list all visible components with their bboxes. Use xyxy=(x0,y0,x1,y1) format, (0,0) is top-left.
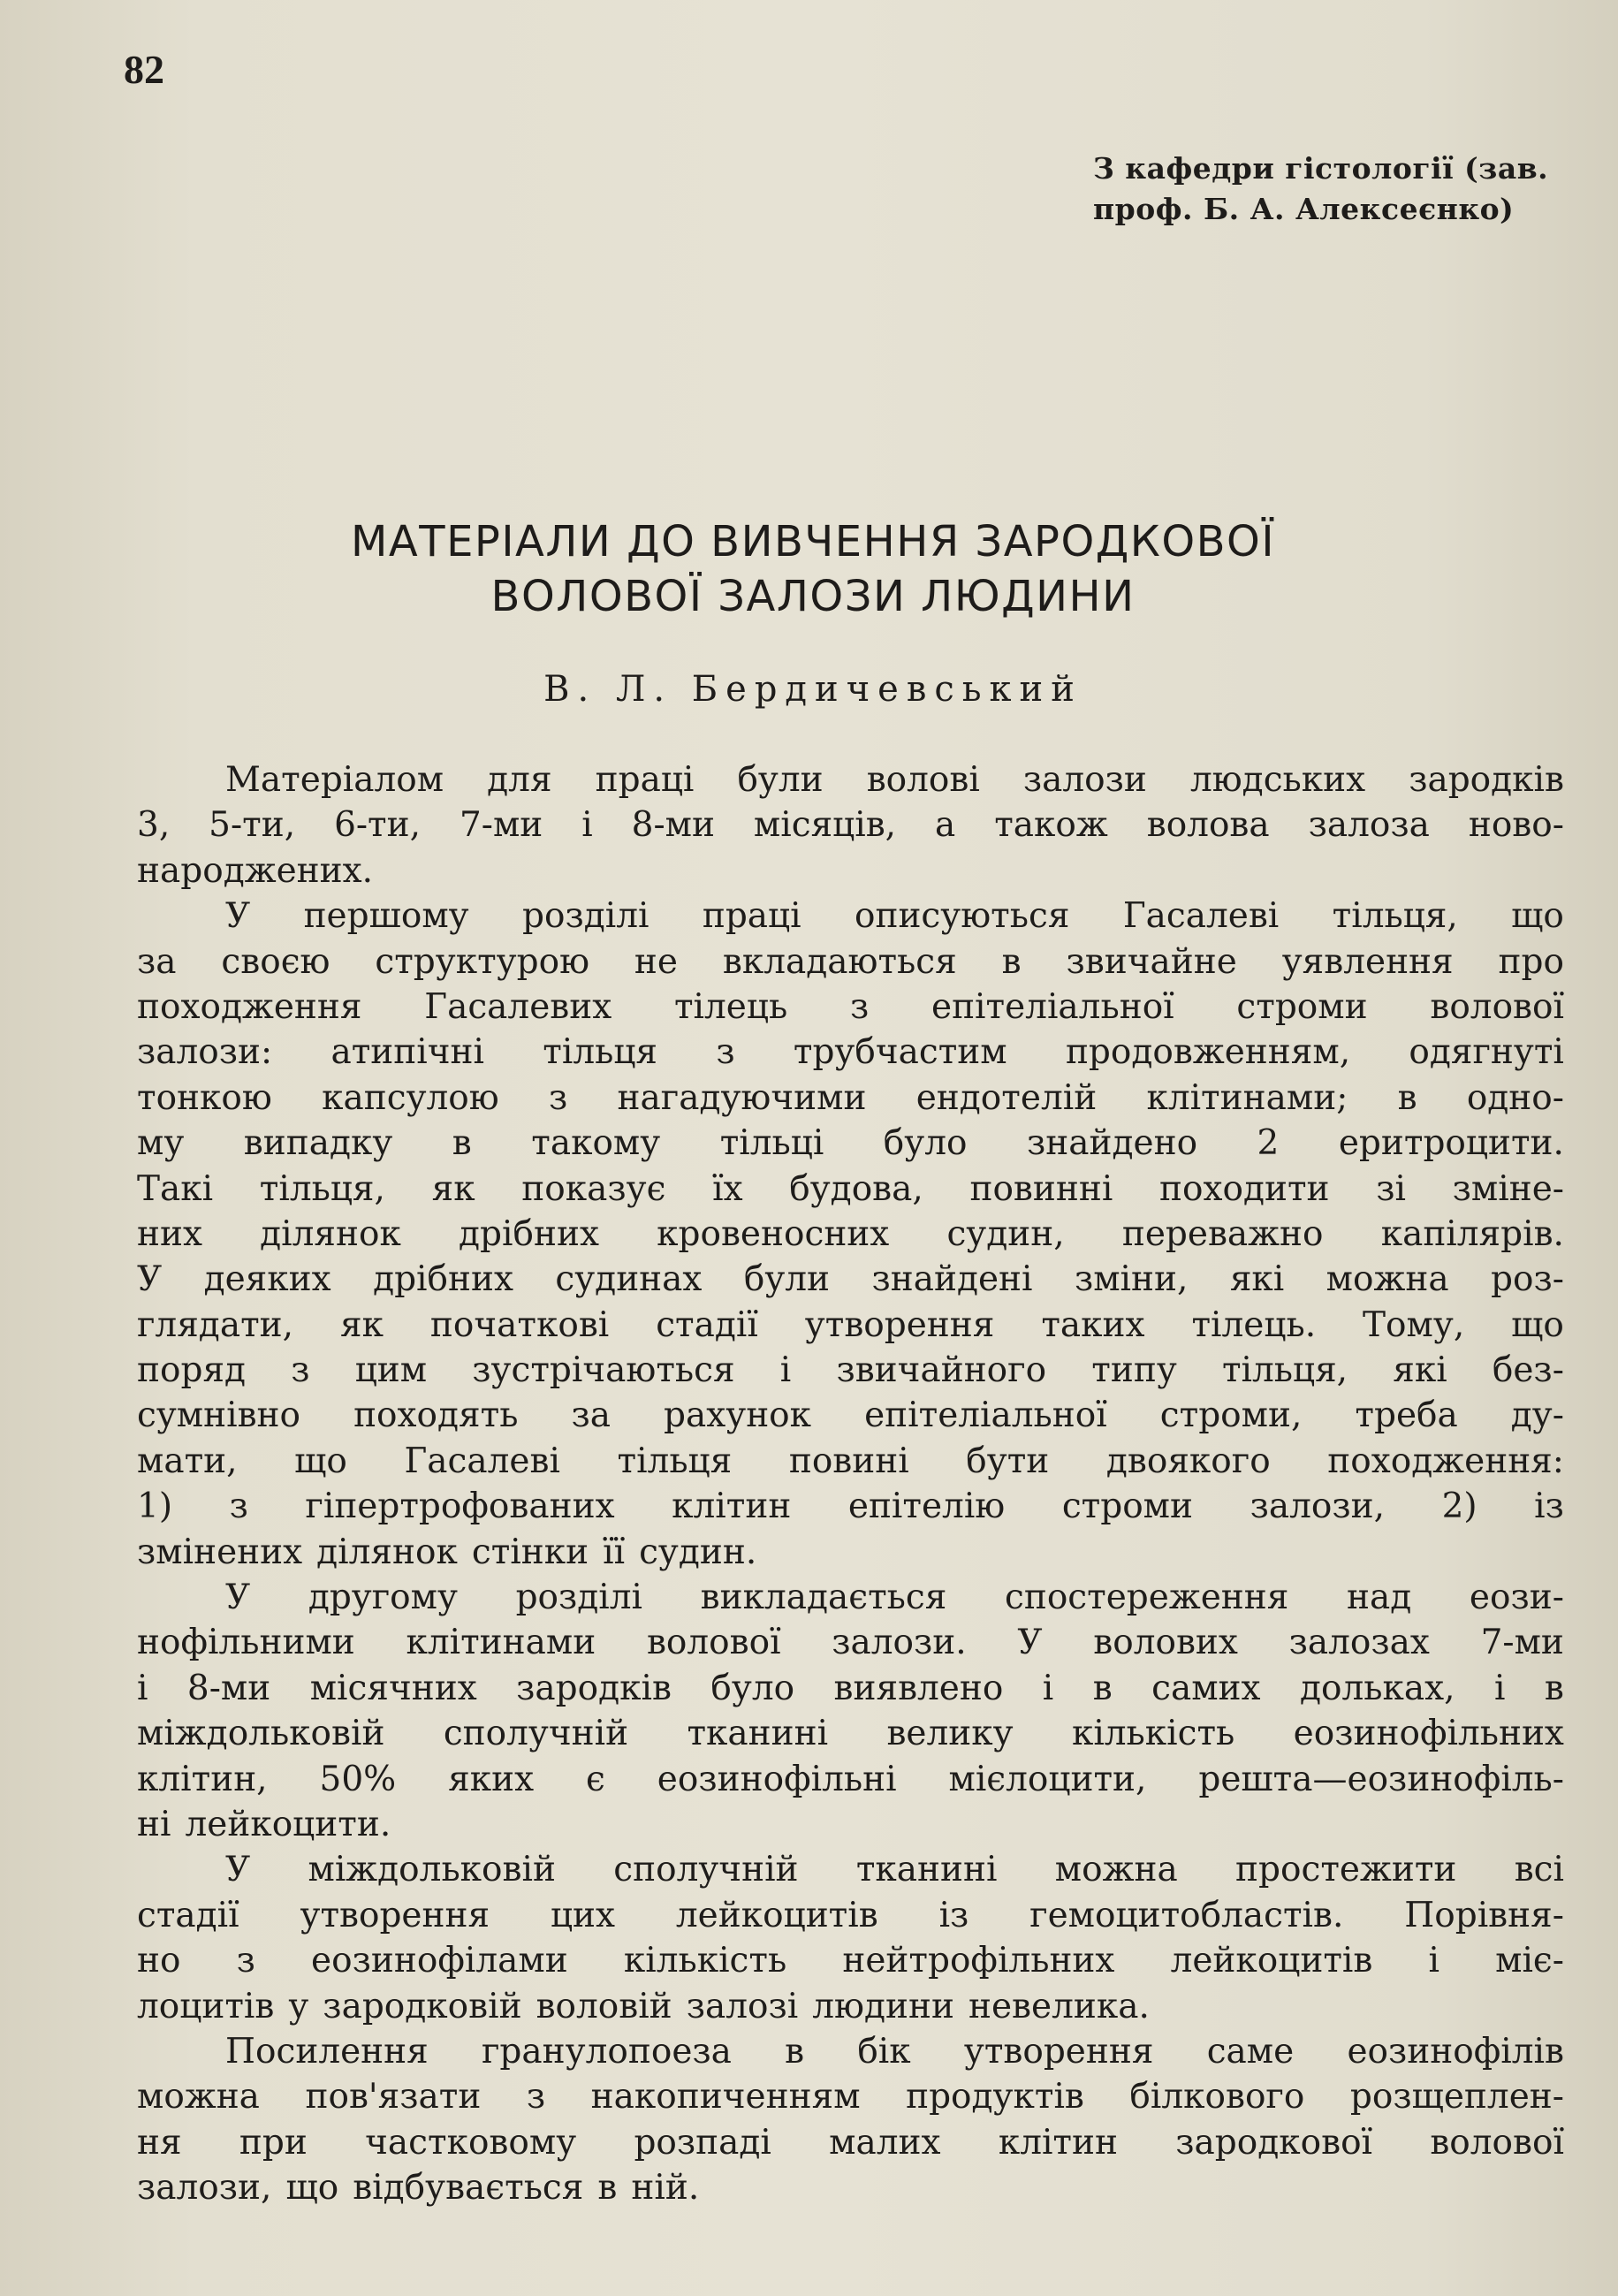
body-line: сумнівно походять за рахунок епітеліальної строми, треба ду- xyxy=(137,1395,1564,1436)
body-line: 3, 5-ти, 6-ти, 7-ми і 8-ми місяців, а також волова залоза ново- xyxy=(137,805,1564,846)
body-line: ні лейкоцити. xyxy=(137,1804,391,1844)
author-name: В. Л. Бердичевський xyxy=(543,669,1082,710)
body-line: тонкою капсулою з нагадуючими ендотелій клітинами; в одно- xyxy=(137,1077,1564,1118)
body-line: і 8-ми місячних зародків було виявлено і в самих дольках, і в xyxy=(137,1668,1564,1708)
body-line: У міждольковій сполучній тканині можна простежити всі xyxy=(225,1850,1564,1890)
title-line: МАТЕРІАЛИ ДО ВИВЧЕННЯ ЗАРОДКОВОЇ xyxy=(351,517,1275,566)
article-title xyxy=(177,514,1449,624)
body-line: мати, що Гасалеві тільця повині бути двоякого походження: xyxy=(137,1441,1564,1481)
body-line: за своєю структурою не вкладаються в звичайне уявлення про xyxy=(137,941,1564,982)
body-line: народжених. xyxy=(137,850,374,891)
body-line: міждольковій сполучній тканині велику кількість еозинофільних xyxy=(137,1714,1564,1754)
body-line: них ділянок дрібних кровеносних судин, переважно капілярів. xyxy=(137,1213,1564,1254)
body-line: 1) з гіпертрофованих клітин епітелію строми залози, 2) із xyxy=(137,1486,1564,1527)
affiliation-line: проф. Б. А. Алексеєнко) xyxy=(1093,192,1515,226)
body-line: Такі тільця, як показує їх будова, повинні походити зі зміне- xyxy=(137,1168,1564,1209)
body-line: стадії утворення цих лейкоцитів із гемоцитобластів. Порівня- xyxy=(137,1895,1564,1935)
body-line: змінених ділянок стінки її судин. xyxy=(137,1532,757,1572)
body-line: лоцитів у зародковій воловій залозі людини невелика. xyxy=(137,1986,1150,2026)
body-line: глядати, як початкові стадії утворення таких тілець. Тому, що xyxy=(137,1304,1564,1345)
body-line: поряд з цим зустрічаються і звичайного типу тільця, які без- xyxy=(137,1350,1564,1391)
body-line: У другому розділі викладається спостереження над еози- xyxy=(225,1578,1564,1618)
body-line: нофільними клітинами волової залози. У волових залозах 7-ми xyxy=(137,1623,1564,1663)
body-line: залози: атипічні тільця з трубчастим продовженням, одягнуті xyxy=(137,1032,1564,1073)
body-line: му випадку в такому тільці було знайдено 2 еритроцити. xyxy=(137,1123,1564,1164)
body-line: залози, що відбувається в ній. xyxy=(137,2168,700,2209)
title-line: ВОЛОВОЇ ЗАЛОЗИ ЛЮДИНИ xyxy=(490,572,1136,621)
body-line: Матеріалом для праці були волові залози людських зародків xyxy=(225,760,1564,800)
body-line: можна пов'язати з накопиченням продуктів білкового розщеплен- xyxy=(137,2077,1564,2117)
page-number: 82 xyxy=(124,47,164,92)
body-line: клітин, 50% яких є еозинофільні мієлоцити, решта—еозинофіль- xyxy=(137,1759,1564,1799)
body-line: У першому розділі праці описуються Гасалеві тільця, що xyxy=(225,896,1564,937)
body-line: Посилення гранулопоеза в бік утворення саме еозинофілів xyxy=(225,2031,1564,2072)
article-body xyxy=(137,757,1564,2211)
affiliation-line: З кафедри гістології (зав. xyxy=(1093,151,1549,186)
body-line: У деяких дрібних судинах були знайдені зміни, які можна роз- xyxy=(137,1259,1564,1300)
department-affiliation xyxy=(1093,148,1588,230)
body-line: ня при частковому розпаді малих клітин зародкової волової xyxy=(137,2122,1564,2163)
body-line: походження Гасалевих тілець з епітеліальної строми волової xyxy=(137,986,1564,1027)
body-line: но з еозинофілами кількість нейтрофільних лейкоцитів і міє- xyxy=(137,1941,1564,1981)
